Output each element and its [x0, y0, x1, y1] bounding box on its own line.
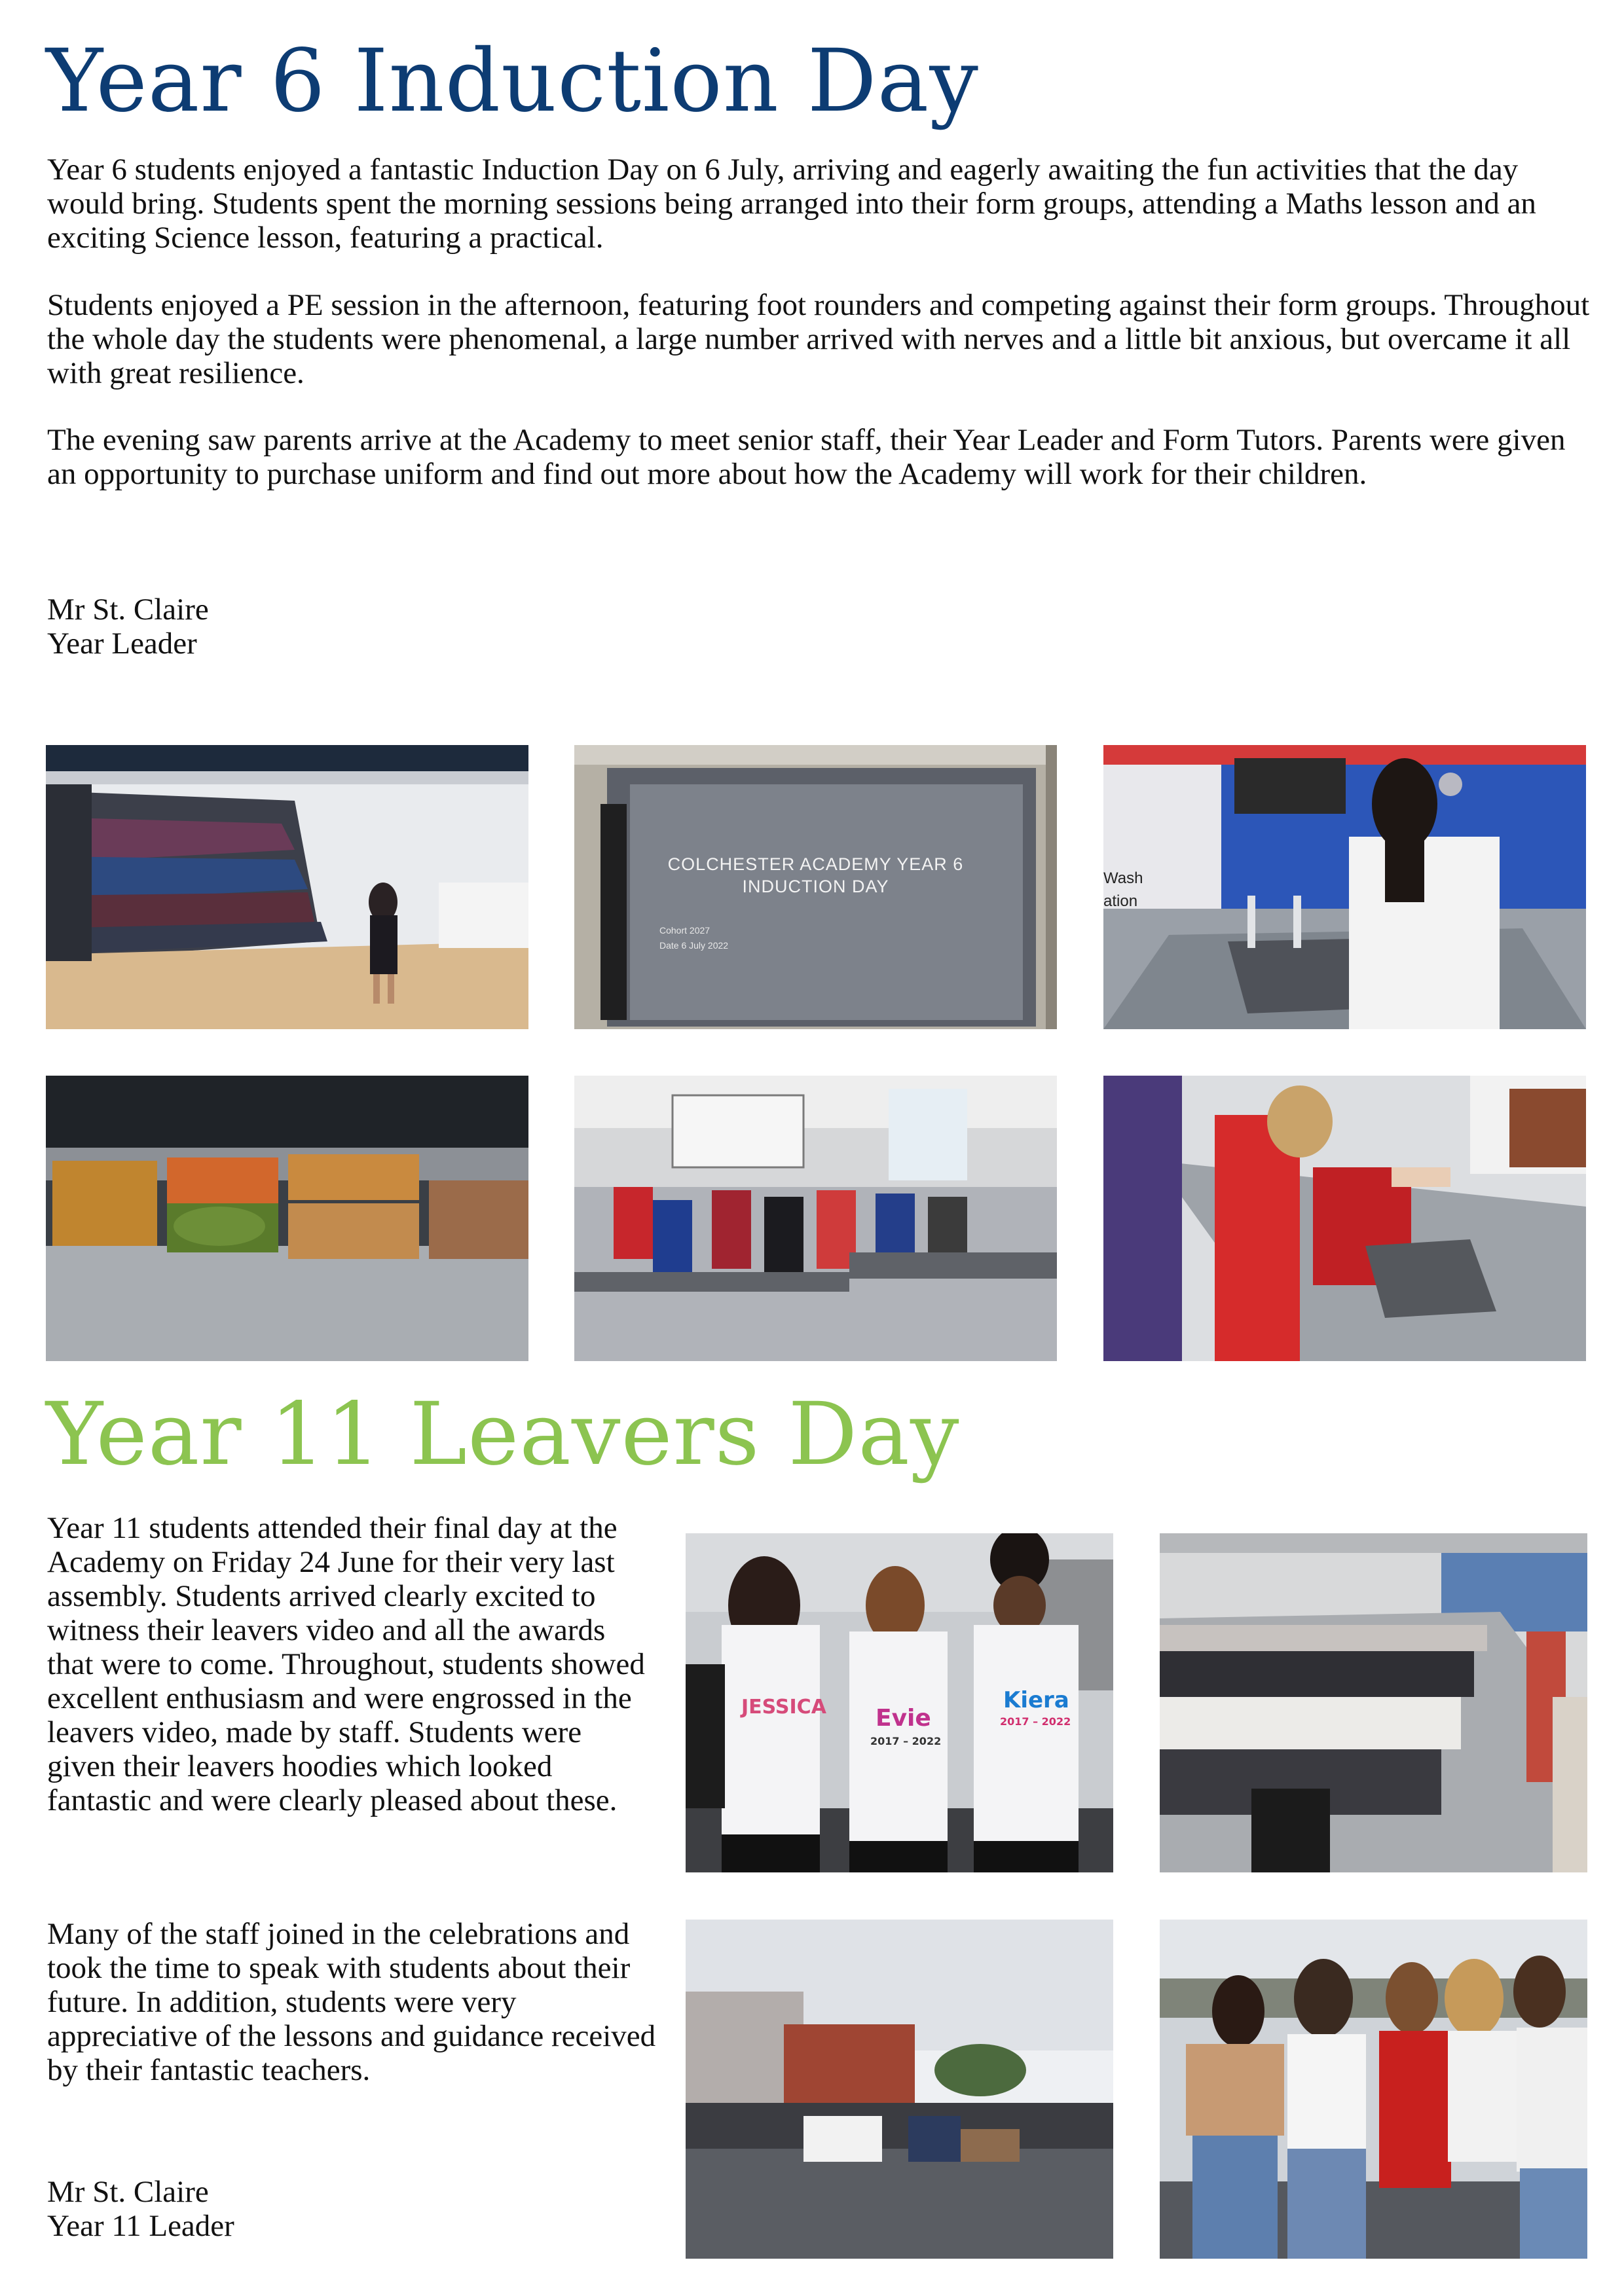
slide-title-line1: COLCHESTER ACADEMY YEAR 6 — [667, 854, 964, 874]
induction-paragraph-1: Year 6 students enjoyed a fantastic Induction Day on 6 July, arriving and eagerly awaiting the fun activities that the day would bring. Students spent the morning sessions being arranged into their form groups, attending a Maths lesson and an exciting Science lesson, featuring a practical. — [47, 153, 1536, 255]
shirt-years-3: 2017 – 2022 — [1000, 1715, 1071, 1728]
induction-paragraph-3: The evening saw parents arrive at the Academy to meet senior staff, their Year Leader and Form Tutors. Parents were given an opportunity to purchase uniform and find out more about how the Academy will work for their children. — [47, 423, 1566, 491]
signature-name: Mr St. Claire — [47, 592, 209, 627]
photo-canteen-food — [46, 1076, 528, 1361]
shirt-name-1: JESSICA — [741, 1696, 826, 1719]
slide-date: Date 6 July 2022 — [659, 940, 729, 951]
induction-title: Year 6 Induction Day — [46, 31, 979, 132]
leavers-title: Year 11 Leavers Day — [46, 1384, 960, 1485]
shirt-years-2: 2017 – 2022 — [870, 1735, 942, 1747]
signature-name: Mr St. Claire — [47, 2175, 209, 2209]
photo-science-sink — [1103, 745, 1586, 1029]
photo-playground — [686, 1920, 1113, 2259]
photo-maths-classroom — [574, 1076, 1057, 1361]
leavers-paragraph-1: Year 11 students attended their final day at the Academy on Friday 24 June for their very last assembly. Students arrived clearly excited to witness their leavers video and all the awards that were to come. Throughout, students showed excellent enthusiasm and were engrossed in the leavers video, made by staff. Students were given their leavers hoodies which looked fantastic and were clearly pleased about these. — [47, 1511, 645, 1817]
photo-projector-slide — [574, 745, 1057, 1029]
slide-cohort: Cohort 2027 — [659, 925, 710, 936]
signature-role: Year Leader — [47, 627, 197, 661]
induction-paragraph-2: Students enjoyed a PE session in the afternoon, featuring foot rounders and competing against their form groups. Throughout the whole day the students were phenomenal, a large number arrived with nerves and a little bit anxious, but overcame it all with great resilience. — [47, 288, 1590, 390]
slide-title-line2: INDUCTION DAY — [742, 877, 889, 896]
photo-science-lab — [1103, 1076, 1586, 1361]
shirt-name-3: Kiera — [1003, 1687, 1069, 1713]
photo-staff-students — [1160, 1920, 1587, 2259]
photo-signed-shirts — [686, 1533, 1113, 1872]
induction-signature — [47, 592, 209, 661]
photo-assembly-hall — [46, 745, 528, 1029]
signature-role: Year 11 Leader — [47, 2209, 234, 2243]
wall-sign-1: Wash — [1103, 869, 1143, 887]
photo-leavers-assembly — [1160, 1533, 1587, 1872]
leavers-signature — [47, 2175, 234, 2243]
wall-sign-2: ation — [1103, 892, 1138, 910]
shirt-name-2: Evie — [876, 1705, 931, 1732]
leavers-paragraph-2: Many of the staff joined in the celebrations and took the time to speak with students about their future. In addition, students were very appreciative of the lessons and guidance received by their fantastic teachers. — [47, 1917, 656, 2087]
